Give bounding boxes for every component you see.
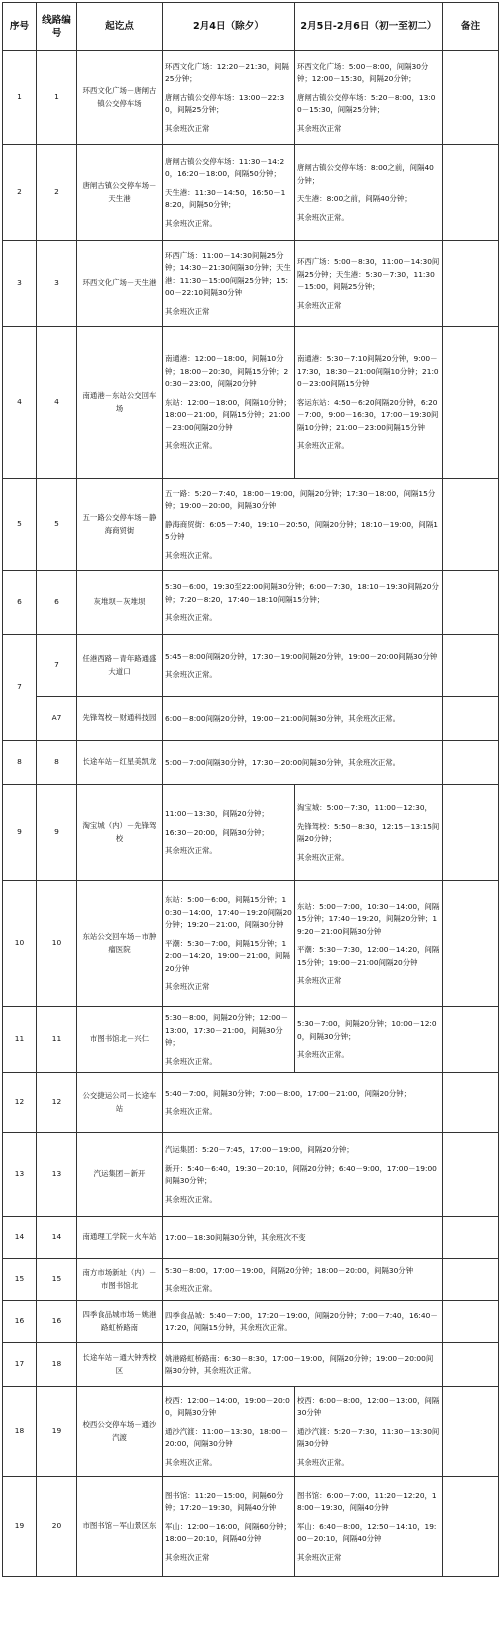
table-row (3, 241, 499, 327)
route-cell: 唐闸古镇公交停车场－天生港 (77, 145, 163, 241)
schedule-text: 其余班次正常。 (297, 441, 349, 451)
remarks-cell (443, 145, 499, 241)
schedule-text: 5:30－8:00，间隔20分钟；12:00－13:00，17:30－21:00，间隔30分钟； (165, 1013, 289, 1047)
schedule-text: 新开：5:40－6:40，19:30－20:10，间隔20分钟；6:40－9:00，17:00－19:00间隔30分钟； (165, 1163, 437, 1185)
table-row (3, 1259, 499, 1301)
schedule-text: 唐闸古镇公交停车场：13:00－22:30，间隔25分钟； (165, 92, 285, 115)
schedule-text: 平潮：5:30－7:30，12:00－14:20，间隔15分钟；19:00－21:00间隔20分钟 (297, 945, 440, 967)
schedule-text: 11:00－13:30，间隔20分钟； (165, 809, 269, 819)
seq-cell: 18 (3, 1387, 37, 1477)
feb4-cell (163, 327, 295, 479)
schedule-text: 其余班次正常 (165, 306, 210, 316)
line-cell: 15 (37, 1259, 77, 1301)
schedule-text: 军山：12:00－16:00，间隔60分钟；18:00－20:10，间隔40分钟 (165, 1521, 291, 1544)
remarks-cell (443, 571, 499, 635)
schedule-text: 其余班次正常。 (165, 670, 217, 679)
feb4-cell (163, 145, 295, 241)
schedule-merged-cell (163, 1259, 443, 1301)
route-cell: 南方市场新址（内）－市图书馆北 (77, 1259, 163, 1301)
remarks-cell (443, 741, 499, 785)
route-cell: 市图书馆北－兴仁 (77, 1007, 163, 1073)
route-cell: 长途车站－红星美凯龙 (77, 741, 163, 785)
route-cell: 校西公交停车场－通沙汽渡 (77, 1387, 163, 1477)
table-row (3, 741, 499, 785)
line-cell: 13 (37, 1133, 77, 1217)
route-cell: 淘宝城（内）－先锋驾校 (77, 785, 163, 881)
remarks-cell (443, 1387, 499, 1477)
table-row (3, 697, 499, 741)
schedule-text: 唐闸古镇公交停车场：5:20－8:00，13:00－15:30，间隔25分钟； (297, 92, 436, 115)
table-row (3, 1343, 499, 1387)
remarks-cell (443, 1217, 499, 1259)
feb4-cell (163, 1477, 295, 1577)
feb4-cell (163, 785, 295, 881)
schedule-text: 通沙汽渡：5:20－7:30，11:30－13:30间隔30分钟 (297, 1426, 440, 1449)
schedule-text: 其余班次正常。 (297, 1050, 349, 1060)
schedule-text: 汽运集团：5:20－7:45，17:00－19:00，间隔20分钟； (165, 1145, 354, 1154)
schedule-text: 东站：12:00－18:00，间隔10分钟；18:00－21:00，间隔15分钟；21:00－23:00间隔20分钟 (165, 397, 291, 432)
schedule-text: 环西文化广场：5:00－8:00，间隔30分钟；12:00－15:30，间隔20分钟； (297, 61, 429, 84)
feb5-6-cell (295, 145, 443, 241)
schedule-text: 16:30－20:00，间隔30分钟； (165, 827, 269, 837)
line-cell: 3 (37, 241, 77, 327)
seq-cell: 3 (3, 241, 37, 327)
table-row (3, 1301, 499, 1343)
header-line-number: 线路编号 (37, 3, 77, 51)
schedule-text: 其余班次正常。 (165, 1107, 217, 1116)
route-cell: 先锋驾校－财通科技园 (77, 697, 163, 741)
schedule-text: 其余班次正常 (297, 300, 342, 310)
remarks-cell (443, 1301, 499, 1343)
schedule-text: 环西广场：11:00－14:30间隔25分钟；14:30－21:30间隔30分钟；天生港：11:30－15:00间隔25分钟；15:00－22:10间隔30分钟 (165, 250, 291, 298)
remarks-cell (443, 1259, 499, 1301)
schedule-text: 客运东站：4:50－6:20间隔20分钟，6:20－7:00，9:00－16:30，17:00－19:30间隔10分钟；21:00－23:00间隔15分钟 (297, 397, 439, 432)
schedule-text: 5:30－8:00，17:00－19:00，间隔20分钟；18:00－20:00，间隔30分钟 (165, 1265, 414, 1275)
feb5-6-cell (295, 1387, 443, 1477)
header-feb4: 2月4日（除夕） (163, 3, 295, 51)
table-row (3, 51, 499, 145)
bus-schedule-table (2, 2, 499, 1577)
line-cell: 6 (37, 571, 77, 635)
schedule-merged-cell (163, 1133, 443, 1217)
table-row (3, 571, 499, 635)
schedule-text: 南通港：12:00－18:00，间隔10分钟；18:00－20:30，间隔15分钟；20:30－23:00，间隔20分钟 (165, 354, 289, 389)
feb4-cell (163, 1007, 295, 1073)
line-cell: 5 (37, 479, 77, 571)
schedule-text: 6:00－8:00间隔20分钟，19:00－21:00间隔30分钟，其余班次正常。 (165, 713, 401, 723)
schedule-text: 四季食品城：5:40－7:00，17:20－19:00，间隔20分钟；7:00－7:40，16:40－17:20，间隔15分钟，其余班次正常。 (165, 1310, 438, 1332)
route-cell: 市图书馆－军山景区东 (77, 1477, 163, 1577)
line-cell: 20 (37, 1477, 77, 1577)
remarks-cell (443, 241, 499, 327)
table-row (3, 327, 499, 479)
schedule-text: 通沙汽渡：11:00－13:30，18:00－20:00，间隔30分钟 (165, 1426, 289, 1449)
header-feb5-6: 2月5日-2月6日（初一至初二） (295, 3, 443, 51)
header-route: 起讫点 (77, 3, 163, 51)
schedule-text: 淘宝城：5:00－7:30，11:00－12:30， (297, 803, 432, 812)
route-cell: 环西文化广场－天生港 (77, 241, 163, 327)
schedule-text: 5:45－8:00间隔20分钟，17:30－19:00间隔20分钟，19:00－20:00间隔30分钟 (165, 651, 438, 661)
seq-cell: 19 (3, 1477, 37, 1577)
schedule-merged-cell (163, 1217, 443, 1259)
schedule-text: 环西广场：5:00－8:30，11:00－14:30间隔25分钟；天生港：5:30－7:30，11:30－15:00，间隔25分钟； (297, 257, 440, 291)
schedule-text: 姚港路虹桥路南：6:30－8:30，17:00－19:00，间隔20分钟；19:00－20:00间隔30分钟，其余班次正常。 (165, 1353, 434, 1375)
schedule-text: 5:00－7:00间隔30分钟，17:30－20:00间隔30分钟，其余班次正常。 (165, 757, 401, 767)
schedule-text: 其余班次正常 (297, 123, 342, 133)
schedule-text: 南通港：5:30－7:10间隔20分钟，9:00－17:30，18:30－21:00间隔10分钟；21:00－23:00间隔15分钟 (297, 354, 439, 389)
seq-cell: 11 (3, 1007, 37, 1073)
line-cell: 10 (37, 881, 77, 1007)
schedule-text: 先锋驾校：5:50－8:30，12:15－13:15间隔20分钟； (297, 821, 440, 843)
seq-cell: 1 (3, 51, 37, 145)
schedule-text: 校西：6:00－8:00，12:00－13:00，间隔30分钟 (297, 1395, 440, 1418)
seq-cell: 6 (3, 571, 37, 635)
route-cell: 四季食品城市场－姚港路虹桥路南 (77, 1301, 163, 1343)
schedule-merged-cell (163, 697, 443, 741)
seq-cell: 4 (3, 327, 37, 479)
schedule-text: 其余班次正常。 (165, 846, 217, 856)
table-row (3, 1477, 499, 1577)
line-cell: 4 (37, 327, 77, 479)
feb5-6-cell (295, 241, 443, 327)
schedule-text: 天生港：8:00之前，间隔40分钟； (297, 194, 412, 203)
line-cell: 2 (37, 145, 77, 241)
schedule-text: 其余班次正常 (165, 982, 210, 992)
seq-cell: 7 (3, 635, 37, 741)
table-row (3, 145, 499, 241)
remarks-cell (443, 479, 499, 571)
feb4-cell (163, 881, 295, 1007)
schedule-merged-cell (163, 571, 443, 635)
table-row (3, 479, 499, 571)
header-remarks: 备注 (443, 3, 499, 51)
remarks-cell (443, 1007, 499, 1073)
schedule-merged-cell (163, 1301, 443, 1343)
line-cell: 18 (37, 1343, 77, 1387)
schedule-text: 东站：5:00－6:00，间隔15分钟；10:30－14:00，17:40－19:20间隔20分钟；19:20－21:00，间隔30分钟 (165, 895, 292, 930)
schedule-text: 其余班次正常。 (165, 550, 217, 560)
remarks-cell (443, 1343, 499, 1387)
route-cell: 环西文化广场－唐闸古镇公交停车场 (77, 51, 163, 145)
schedule-text: 5:40－7:00，间隔30分钟；7:00－8:00，17:00－21:00，间隔20分钟； (165, 1088, 412, 1098)
header-row (3, 3, 499, 51)
schedule-text: 其余班次正常 (165, 123, 210, 133)
schedule-merged-cell (163, 1343, 443, 1387)
seq-cell: 9 (3, 785, 37, 881)
remarks-cell (443, 785, 499, 881)
schedule-merged-cell (163, 635, 443, 697)
seq-cell: 16 (3, 1301, 37, 1343)
schedule-text: 其余班次正常。 (165, 441, 217, 451)
schedule-text: 唐闸古镇公交停车场：11:30－14:20，16:20－18:00，间隔50分钟； (165, 156, 285, 179)
schedule-text: 其余班次正常 (297, 976, 342, 985)
route-cell: 南通理工学院－火车站 (77, 1217, 163, 1259)
schedule-text: 其余班次正常。 (165, 1284, 217, 1293)
seq-cell: 12 (3, 1073, 37, 1133)
seq-cell: 2 (3, 145, 37, 241)
remarks-cell (443, 881, 499, 1007)
table-row (3, 881, 499, 1007)
line-cell: 11 (37, 1007, 77, 1073)
table-row (3, 1387, 499, 1477)
feb4-cell (163, 51, 295, 145)
schedule-text: 军山：6:40－8:00，12:50－14:10，19:00－20:10，间隔40分钟 (297, 1521, 437, 1544)
route-cell: 五一路公交停车场－静海商贸街 (77, 479, 163, 571)
feb5-6-cell (295, 881, 443, 1007)
feb4-cell (163, 1387, 295, 1477)
route-cell: 长途车站－通大钟秀校区 (77, 1343, 163, 1387)
line-cell: 12 (37, 1073, 77, 1133)
schedule-text: 其余班次正常 (165, 1552, 210, 1562)
remarks-cell (443, 51, 499, 145)
remarks-cell (443, 635, 499, 697)
line-cell: 19 (37, 1387, 77, 1477)
table-row (3, 635, 499, 697)
schedule-text: 环西文化广场：12:20－21:30，间隔25分钟； (165, 61, 289, 84)
remarks-cell (443, 327, 499, 479)
schedule-text: 校西：12:00－14:00，19:00－20:00，间隔30分钟 (165, 1395, 290, 1418)
line-cell: 7 (37, 635, 77, 697)
seq-cell: 17 (3, 1343, 37, 1387)
seq-cell: 14 (3, 1217, 37, 1259)
schedule-text: 其余班次正常。 (165, 1457, 217, 1467)
schedule-merged-cell (163, 479, 443, 571)
table-row (3, 785, 499, 881)
schedule-text: 5:30－6:00，19:30至22:00间隔30分钟；6:00－7:30，18:10－19:30间隔20分钟；7:20－8:20，17:40－18:10间隔15分钟； (165, 582, 439, 604)
schedule-text: 其余班次正常。 (165, 1056, 217, 1066)
remarks-cell (443, 697, 499, 741)
remarks-cell (443, 1133, 499, 1217)
table-row (3, 1133, 499, 1217)
line-cell: 8 (37, 741, 77, 785)
schedule-merged-cell (163, 741, 443, 785)
route-cell: 南通港－东站公交回车场 (77, 327, 163, 479)
schedule-text: 五一路：5:20－7:40，18:00－19:00，间隔20分钟；17:30－18:00，间隔15分钟；19:00－20:00，间隔30分钟 (165, 488, 436, 511)
feb4-cell (163, 241, 295, 327)
remarks-cell (443, 1073, 499, 1133)
seq-cell: 8 (3, 741, 37, 785)
schedule-text: 平潮：5:30－7:00，间隔15分钟；12:00－14:20，19:00－21:00，间隔20分钟 (165, 938, 290, 973)
remarks-cell (443, 1477, 499, 1577)
line-cell: 16 (37, 1301, 77, 1343)
schedule-text: 其余班次正常。 (297, 852, 349, 862)
table-row (3, 1073, 499, 1133)
schedule-text: 唐闸古镇公交停车场：8:00之前，间隔40分钟； (297, 163, 434, 185)
line-cell: A7 (37, 697, 77, 741)
feb5-6-cell (295, 1477, 443, 1577)
feb5-6-cell (295, 327, 443, 479)
schedule-text: 静海商贸街：6:05－7:40，19:10－20:50，间隔20分钟；18:10－19:00，间隔15分钟 (165, 519, 438, 542)
route-cell: 汽运集团－新开 (77, 1133, 163, 1217)
feb5-6-cell (295, 51, 443, 145)
seq-cell: 5 (3, 479, 37, 571)
schedule-text: 其余班次正常。 (297, 212, 349, 222)
schedule-text: 其余班次正常。 (165, 613, 217, 623)
schedule-text: 17:00－18:30间隔30分钟，其余班次不变 (165, 1232, 306, 1242)
schedule-text: 图书馆：6:00－7:00，11:20－12:20，18:00－19:30，间隔40分钟 (297, 1490, 437, 1513)
schedule-text: 其余班次正常。 (297, 1457, 349, 1467)
line-cell: 1 (37, 51, 77, 145)
route-cell: 东站公交回车场－市肿瘤医院 (77, 881, 163, 1007)
header-seq: 序号 (3, 3, 37, 51)
line-cell: 9 (37, 785, 77, 881)
schedule-text: 天生港：11:30－14:50，16:50－18:20，间隔50分钟； (165, 187, 286, 210)
schedule-text: 其余班次正常。 (165, 218, 217, 228)
feb5-6-cell (295, 1007, 443, 1073)
table-row (3, 1217, 499, 1259)
line-cell: 14 (37, 1217, 77, 1259)
schedule-merged-cell (163, 1073, 443, 1133)
schedule-text: 东站：5:00－7:00，10:30－14:00，间隔15分钟；17:40－19:20，间隔20分钟；19:20－21:00间隔30分钟 (297, 901, 440, 936)
schedule-text: 其余班次正常 (297, 1552, 342, 1562)
seq-cell: 10 (3, 881, 37, 1007)
route-cell: 灰堆坝－灰堆坝 (77, 571, 163, 635)
seq-cell: 15 (3, 1259, 37, 1301)
table-row (3, 1007, 499, 1073)
seq-cell: 13 (3, 1133, 37, 1217)
schedule-text: 5:30－7:00，间隔20分钟；10:00－12:00，间隔30分钟； (297, 1019, 437, 1041)
schedule-text: 其余班次正常。 (165, 1194, 217, 1204)
route-cell: 任港西路－青年路通盛大道口 (77, 635, 163, 697)
feb5-6-cell (295, 785, 443, 881)
route-cell: 公交捷运公司－长途车站 (77, 1073, 163, 1133)
schedule-text: 图书馆：11:20－15:00，间隔60分钟；17:20－19:30，间隔40分钟 (165, 1490, 284, 1513)
